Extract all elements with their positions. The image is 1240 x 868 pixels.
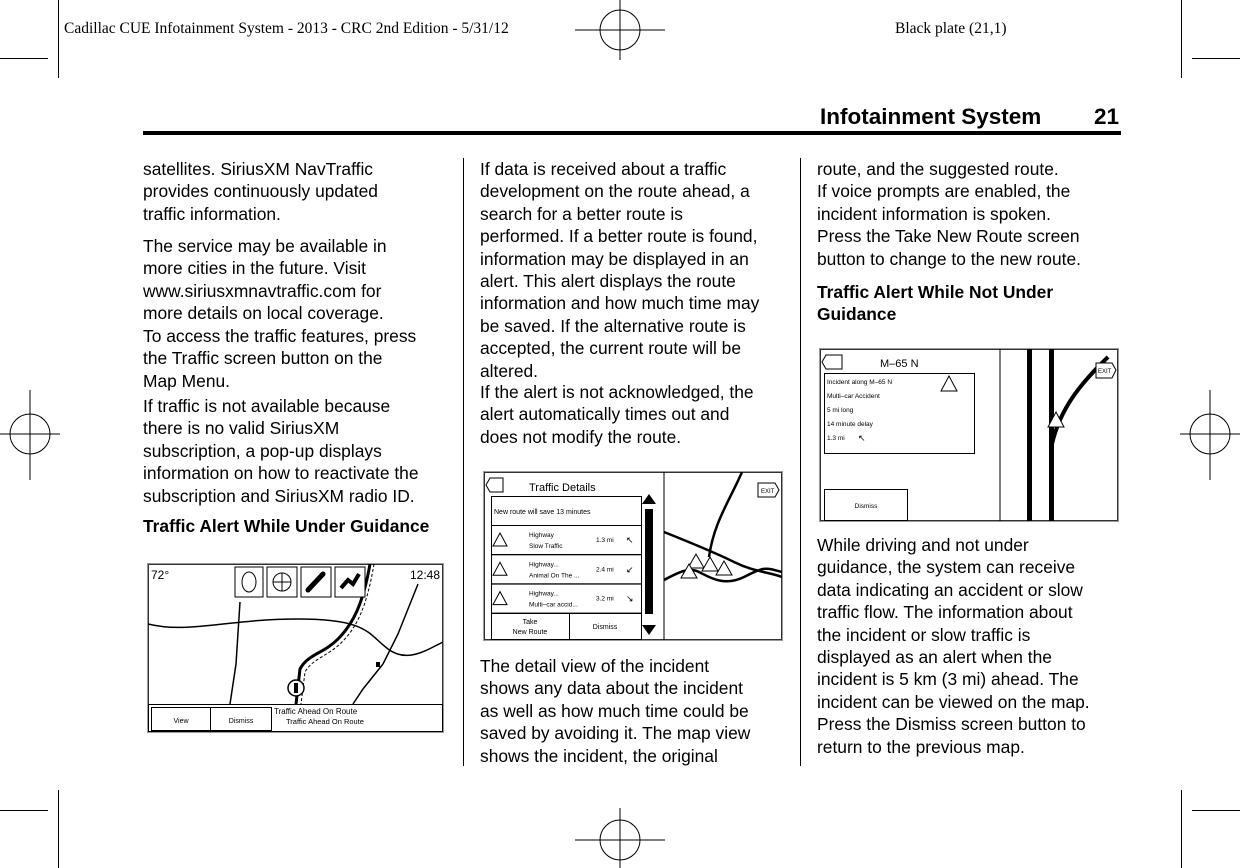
- svg-text:3.2 mi: 3.2 mi: [596, 595, 614, 603]
- svg-text:View: View: [173, 718, 189, 725]
- paragraph: To access the traffic features, press the Traffic screen button on the Map Menu.: [143, 326, 417, 391]
- column-divider: [463, 158, 464, 766]
- section-heading: Traffic Alert While Not Under Guidance: [817, 282, 1054, 325]
- svg-text:New Route: New Route: [512, 629, 548, 636]
- warning-icon: [493, 592, 507, 605]
- svg-text:Dismiss: Dismiss: [592, 624, 618, 631]
- column-divider: [800, 158, 801, 766]
- warning-icon: [941, 376, 957, 391]
- svg-text:New route will save 13 minutes: New route will save 13 minutes: [494, 509, 591, 516]
- figure-traffic-details: [483, 471, 783, 641]
- traffic-list-item[interactable]: [492, 526, 642, 555]
- svg-text:Highway...: Highway...: [529, 590, 559, 598]
- section-title: Infotainment System: [820, 104, 1042, 129]
- figure-traffic-alert-guidance: [147, 563, 444, 733]
- svg-text:2.4 mi: 2.4 mi: [596, 566, 614, 574]
- svg-text:↖: ↖: [858, 433, 866, 443]
- alert-title: Traffic Ahead On Route: [274, 707, 358, 716]
- svg-text:Dismiss: Dismiss: [228, 718, 254, 725]
- traffic-list-item[interactable]: [492, 584, 642, 613]
- temperature: 72°: [151, 568, 170, 582]
- details-title: Traffic Details: [529, 482, 596, 494]
- svg-text:14 minute delay: 14 minute delay: [827, 421, 873, 428]
- svg-text:EXIT: EXIT: [1098, 369, 1112, 375]
- warning-icon: [493, 562, 507, 575]
- scrollbar: [645, 509, 653, 614]
- paragraph: satellites. SiriusXM NavTraffic provides continuously updated traffic information.: [143, 159, 378, 224]
- slug-right: Black plate (21,1): [895, 20, 1007, 37]
- paragraph: If data is received about a traffic development on the route ahead, a search for a better route is performed. If a better route is found, information may be displayed in an alert. This alert displays the route information and how much time may be saved. If the alternative route is accepted, the current route will be altered.: [480, 159, 760, 381]
- page-number: 21: [1094, 104, 1120, 129]
- warning-icon: [493, 533, 507, 546]
- paragraph: If the alert is not acknowledged, the alert automatically times out and does not modify the route.: [480, 382, 754, 447]
- svg-text:1.3 mi: 1.3 mi: [827, 435, 845, 442]
- paragraph: The service may be available in more cities in the future. Visit www.siriusxmnavtraffic.com for more details on local coverage.: [143, 236, 387, 324]
- direction-arrow-icon: ↘: [626, 593, 634, 604]
- svg-text:Animal On The ...: Animal On The ...: [529, 572, 580, 580]
- svg-text:Multi–car Accident: Multi–car Accident: [827, 393, 880, 400]
- svg-text:Incident along M–65 N: Incident along M–65 N: [827, 379, 893, 386]
- scroll-down-icon: [642, 625, 656, 635]
- back-icon: [486, 478, 503, 492]
- paragraph: route, and the suggested route. If voice prompts are enabled, the incident information is spoken. Press the Take New Route screen button to change to the new route.: [817, 159, 1081, 269]
- header-rule: [143, 131, 1121, 135]
- svg-text:1.3 mi: 1.3 mi: [596, 537, 614, 544]
- svg-text:5 mi long: 5 mi long: [827, 407, 854, 414]
- section-heading: Traffic Alert While Under Guidance: [143, 516, 430, 536]
- svg-text:EXIT: EXIT: [761, 489, 775, 495]
- back-icon: [822, 355, 842, 369]
- svg-text:Highway...: Highway...: [529, 561, 559, 569]
- svg-text:Slow Traffic: Slow Traffic: [529, 543, 563, 550]
- traffic-list-item[interactable]: [492, 555, 642, 584]
- svg-text:Highway: Highway: [529, 532, 554, 539]
- paragraph: While driving and not under guidance, the system can receive data indicating an accident or slow traffic flow. The information about the incident or slow traffic is displayed as an alert when the incident is 5 km (3 mi) ahead. The incident can be viewed on the map. Press the Dismiss screen button to return to the previous map.: [817, 535, 1090, 757]
- svg-text:Take: Take: [522, 619, 538, 626]
- direction-arrow-icon: ↖: [626, 535, 634, 545]
- figure-traffic-alert-no-guidance: [819, 348, 1119, 522]
- road-title: M–65 N: [880, 358, 919, 370]
- clock: 12:48: [410, 568, 441, 582]
- slug-left: Cadillac CUE Infotainment System - 2013 - CRC 2nd Edition - 5/31/12: [64, 20, 509, 37]
- scroll-up-icon: [642, 494, 656, 504]
- paragraph: If traffic is not available because there is no valid SiriusXM subscription, a pop-up displays information on how to reactivate the subscription and SiriusXM radio ID.: [143, 396, 419, 506]
- svg-text:Dismiss: Dismiss: [854, 503, 878, 510]
- direction-arrow-icon: ↙: [626, 564, 634, 575]
- alert-text: Traffic Ahead On Route: [286, 717, 364, 726]
- paragraph: The detail view of the incident shows any data about the incident as well as how much time could be saved by avoiding it. The map view shows the incident, the original: [480, 656, 751, 766]
- svg-text:Multi–car accid...: Multi–car accid...: [529, 601, 578, 609]
